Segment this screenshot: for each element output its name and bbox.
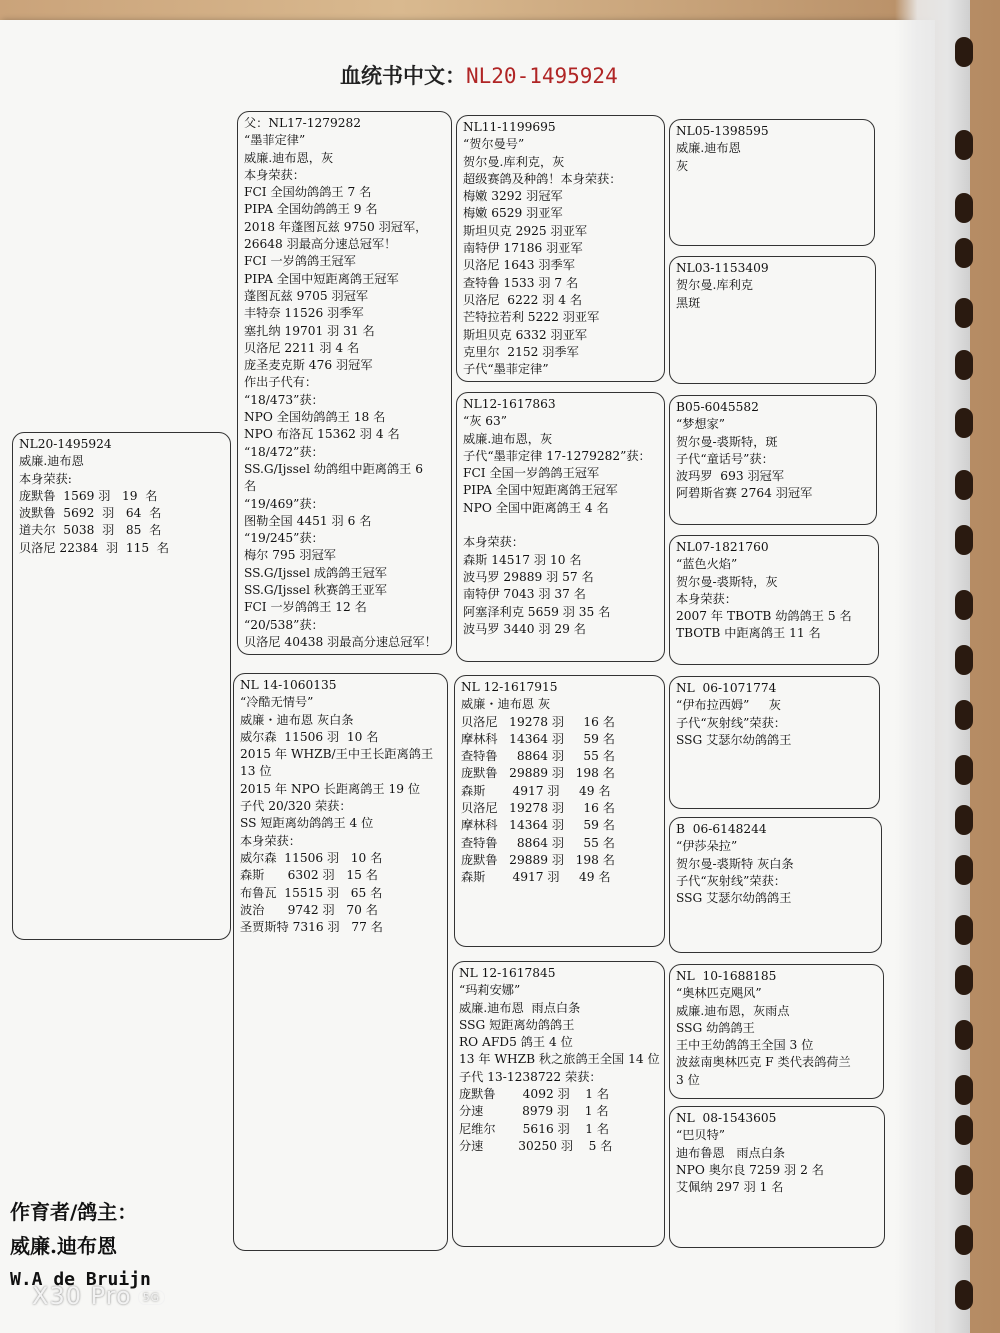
pedigree-line: “灰 63” <box>463 414 508 429</box>
pedigree-line: 圣贾斯特 7316 羽 77 名 <box>240 920 383 935</box>
binder-hole <box>955 1075 973 1105</box>
pedigree-line: 威尔森 11506 羽 10 名 <box>240 729 379 744</box>
pedigree-line: 尼维尔 5616 羽 1 名 <box>459 1121 610 1136</box>
pedigree-line: 3 位 <box>676 1072 700 1087</box>
pedigree-line: 灰 <box>676 158 689 173</box>
ds-sire-box <box>669 676 880 809</box>
binder-hole <box>955 855 973 885</box>
pedigree-line: 26648 羽最高分速总冠军！ <box>244 237 397 252</box>
pedigree-line: SSG 艾瑟尔幼鸽鸽王 <box>676 891 792 906</box>
pedigree-line: 梅嫩 6529 羽亚军 <box>463 206 563 221</box>
pedigree-line: SSG 幼鸽鸽王 <box>676 1020 755 1035</box>
binder-hole <box>955 915 973 945</box>
pedigree-line: 森斯 6302 羽 15 名 <box>240 868 378 883</box>
binder-hole <box>955 525 973 555</box>
pedigree-line: 波默鲁 5692 羽 64 名 <box>19 506 162 521</box>
pedigree-line: NL07-1821760 <box>676 540 769 554</box>
pedigree-line: 父：NL17-1279282 <box>244 116 362 130</box>
pedigree-line: 2018 年蓬图瓦兹 9750 羽冠军， <box>244 219 428 234</box>
pedigree-line: 贝洛尼 40438 羽最高分速总冠军！ <box>244 634 437 649</box>
binder-hole <box>955 37 973 67</box>
pedigree-line: 贝洛尼 6222 羽 4 名 <box>463 292 583 307</box>
pedigree-line: 威廉・迪布恩 灰 <box>461 697 551 712</box>
pedigree-line: 超级赛鸽及种鸽！本身荣获： <box>463 171 622 186</box>
binder-hole <box>955 590 973 620</box>
pedigree-line: 贝洛尼 19278 羽 16 名 <box>461 714 615 729</box>
sire-box <box>237 111 452 655</box>
pedigree-line: 图勒全国 4451 羽 6 名 <box>244 513 372 528</box>
pedigree-line: 庞默鲁 4092 羽 1 名 <box>459 1087 610 1102</box>
pedigree-line: “蓝色火焰” <box>676 557 738 572</box>
binder-hole <box>955 755 973 785</box>
pedigree-line: 子代 20/320 荣获： <box>240 799 352 814</box>
pedigree-line: NL05-1398595 <box>676 124 769 138</box>
pedigree-line: 本身荣获： <box>676 591 737 606</box>
ss-dam-box <box>669 256 876 384</box>
pedigree-line: NL 10-1688185 <box>676 969 777 983</box>
dam-sire-box <box>454 675 665 947</box>
pedigree-line: SSG 短距离幼鸽鸽王 <box>459 1017 575 1032</box>
pedigree-line: 贝洛尼 22384 羽 115 名 <box>19 540 170 555</box>
pedigree-line: NL 12-1617845 <box>459 966 556 980</box>
network-badge: 5G <box>138 1290 166 1305</box>
pedigree-line: SSG 艾瑟尔幼鸽鸽王 <box>676 732 792 747</box>
pedigree-line: 子代“墨菲定律” <box>463 362 549 377</box>
binder-hole <box>955 193 973 223</box>
pedigree-line: “19/245”获： <box>244 531 324 546</box>
pedigree-line: 本身荣获： <box>463 535 524 550</box>
pedigree-line: NPO 全国中距离鸽王 4 名 <box>463 500 609 515</box>
pedigree-line: 梅嫩 3292 羽冠军 <box>463 189 563 204</box>
pedigree-line: 贝洛尼 2211 羽 4 名 <box>244 340 360 355</box>
binder-hole <box>955 1280 973 1310</box>
pedigree-line: 贺尔曼-裘斯特 灰白条 <box>676 856 794 871</box>
pedigree-line: FCI 一岁鸽鸽王 12 名 <box>244 600 367 615</box>
pedigree-line: “贺尔曼号” <box>463 137 525 152</box>
pedigree-line: 塞扎纳 19701 羽 31 名 <box>244 323 375 338</box>
dam-box <box>233 673 448 1251</box>
sd-dam-box <box>669 535 879 665</box>
pedigree-line: 分速 8979 羽 1 名 <box>459 1104 609 1119</box>
pedigree-line: 克里尔 2152 羽季军 <box>463 344 579 359</box>
pedigree-line: 本身荣获： <box>244 167 305 182</box>
pedigree-line: 蓬图瓦兹 9705 羽冠军 <box>244 288 369 303</box>
pedigree-line: 贺尔曼-裘斯特，灰 <box>676 574 778 589</box>
binder-hole <box>955 470 973 500</box>
pedigree-line: “奥林匹克飓风” <box>676 986 762 1001</box>
pedigree-line: 波治 9742 羽 70 名 <box>240 902 378 917</box>
dd-dam-box <box>669 1106 885 1248</box>
pedigree-line: RO AFD5 鸽王 4 位 <box>459 1035 573 1050</box>
pedigree-line: NL03-1153409 <box>676 261 769 275</box>
pedigree-line: NL12-1617863 <box>463 397 556 411</box>
binder-hole <box>955 238 973 268</box>
binder-hole <box>955 1115 973 1145</box>
dam-dam-box <box>452 961 665 1247</box>
pedigree-line: 2015 年 WHZB/王中王长距离鸽王 <box>240 747 434 762</box>
binder-hole <box>955 350 973 380</box>
pedigree-line: NL20-1495924 <box>19 437 112 451</box>
binder-hole <box>955 408 973 438</box>
pedigree-line: 南特伊 17186 羽亚军 <box>463 241 583 256</box>
pedigree-line: 阿碧斯省赛 2764 羽冠军 <box>676 486 813 501</box>
ds-dam-box <box>669 817 882 953</box>
pedigree-line: 摩林科 14364 羽 59 名 <box>461 818 615 833</box>
sd-sire-box <box>669 395 877 525</box>
binder-hole <box>955 1020 973 1050</box>
sire-sire-box <box>456 115 665 382</box>
pedigree-line: 2015 年 NPO 长距离鸽王 19 位 <box>240 781 421 796</box>
pedigree-line: B 06-6148244 <box>676 822 767 836</box>
pedigree-line: NL 06-1071774 <box>676 681 777 695</box>
pedigree-line: 威廉.迪布恩 <box>676 141 741 156</box>
subject-pigeon-box <box>12 432 231 940</box>
pedigree-line: 南特伊 7043 羽 37 名 <box>463 587 586 602</box>
pedigree-line: B05-6045582 <box>676 400 759 414</box>
pedigree-line: 艾佩纳 297 羽 1 名 <box>676 1180 784 1195</box>
pedigree-line: 威廉.迪布恩，灰 <box>244 150 334 165</box>
pedigree-line: 王中王幼鸽鸽王全国 3 位 <box>676 1038 814 1053</box>
binder-hole <box>955 298 973 328</box>
pedigree-line: 威廉.迪布恩 <box>19 454 84 469</box>
pedigree-line: NL11-1199695 <box>463 120 556 134</box>
title-label: 血统书中文： <box>340 63 466 88</box>
pedigree-line: 本身荣获: <box>19 471 72 486</box>
pedigree-line: 贝洛尼 19278 羽 16 名 <box>461 801 615 816</box>
pedigree-line: 斯坦贝克 6332 羽亚军 <box>463 327 588 342</box>
pedigree-line: “墨菲定律” <box>244 133 306 148</box>
pedigree-line: NL 14-1060135 <box>240 678 337 692</box>
pedigree-line: 波兹南奥林匹克 F 类代表鸽荷兰 <box>676 1055 851 1070</box>
pedigree-line: 庞默鲁 1569 羽 19 名 <box>19 488 158 503</box>
pedigree-line: “18/473”获： <box>244 392 324 407</box>
pedigree-line: 查特鲁 8864 羽 55 名 <box>461 835 615 850</box>
pedigree-line: 威廉・迪布恩 灰白条 <box>240 712 354 727</box>
pedigree-line: 子代“墨菲定律 17-1279282”获： <box>463 448 651 463</box>
pedigree-line: 梅尔 795 羽冠军 <box>244 548 336 563</box>
pedigree-line: 丰特奈 11526 羽季军 <box>244 306 364 321</box>
camera-model: X30 Pro <box>32 1282 132 1310</box>
pedigree-line: NPO 奥尔良 7259 羽 2 名 <box>676 1162 824 1177</box>
title-ring-number: NL20-1495924 <box>466 64 618 88</box>
dd-sire-box <box>669 964 884 1099</box>
pedigree-line: “19/469”获： <box>244 496 324 511</box>
pedigree-line: 森斯 14517 羽 10 名 <box>463 552 582 567</box>
binder-hole <box>955 130 973 160</box>
pedigree-line: 摩林科 14364 羽 59 名 <box>461 731 615 746</box>
binder-hole <box>955 700 973 730</box>
pedigree-line: “巴贝特” <box>676 1128 726 1143</box>
pedigree-line: 庞默鲁 29889 羽 198 名 <box>461 852 615 867</box>
pedigree-line: NL 08-1543605 <box>676 1111 777 1125</box>
pedigree-line: NL 12-1617915 <box>461 680 558 694</box>
pedigree-line: “20/538”获： <box>244 617 324 632</box>
pedigree-line: SS.G/Ijssel 成鸽鸽王冠军 <box>244 565 387 580</box>
pedigree-line: “玛莉安娜” <box>459 983 521 998</box>
pedigree-line: SS.G/Ijssel 秋赛鸽王亚军 <box>244 583 387 598</box>
pedigree-line: 迪布鲁恩 雨点白条 <box>676 1145 786 1160</box>
pedigree-line: 威廉.迪布恩，灰 <box>463 431 553 446</box>
pedigree-line: 芒特拉若利 5222 羽亚军 <box>463 310 600 325</box>
pedigree-line: PIPA 全国中短距离鸽王冠军 <box>244 271 399 286</box>
pedigree-line: 查特鲁 1533 羽 7 名 <box>463 275 579 290</box>
pedigree-line: NPO 布洛瓦 15362 羽 4 名 <box>244 427 400 442</box>
pedigree-line: 波马罗 3440 羽 29 名 <box>463 621 586 636</box>
pedigree-line: 波马罗 29889 羽 57 名 <box>463 569 594 584</box>
pedigree-line: 道夫尔 5038 羽 85 名 <box>19 523 162 538</box>
binder-hole <box>955 965 973 995</box>
pedigree-line: “梦想家” <box>676 417 726 432</box>
pedigree-line: “冷酷无情号” <box>240 695 314 710</box>
pedigree-line: TBOTB 中距离鸽王 11 名 <box>676 626 821 641</box>
pedigree-line: 斯坦贝克 2925 羽亚军 <box>463 223 588 238</box>
pedigree-line: “18/472”获： <box>244 444 324 459</box>
pedigree-line: 庞圣麦克斯 476 羽冠军 <box>244 358 373 373</box>
pedigree-line: 作出子代有： <box>244 375 318 390</box>
page-title <box>340 60 618 90</box>
pedigree-line: 子代“灰射线”荣获： <box>676 873 786 888</box>
pedigree-line: SS 短距离幼鸽鸽王 4 位 <box>240 816 374 831</box>
pedigree-line: 子代 13-1238722 荣获： <box>459 1069 602 1084</box>
pedigree-line: “伊莎朵拉” <box>676 839 738 854</box>
pedigree-line: 黑斑 <box>676 295 701 310</box>
pedigree-line: SS.G/Ijssel 幼鸽组中距离鸽王 6 <box>244 461 423 476</box>
breeder-label: 作育者/鸽主： <box>10 1200 138 1224</box>
pedigree-line: FCI 一岁鸽鸽王冠军 <box>244 254 356 269</box>
pedigree-line: 波玛罗 693 羽冠军 <box>676 469 785 484</box>
pedigree-line: “伊布拉西姆” 灰 <box>676 698 781 713</box>
pedigree-line: 贺尔曼-裘斯特，斑 <box>676 434 778 449</box>
breeder-name-cn: 威廉.迪布恩 <box>10 1234 117 1258</box>
pedigree-line: 本身荣获： <box>240 833 301 848</box>
pedigree-line: 贺尔曼.库利克 <box>676 278 753 293</box>
pedigree-line: 森斯 4917 羽 49 名 <box>461 783 611 798</box>
sire-dam-box <box>456 392 665 662</box>
pedigree-line: 名 <box>244 479 257 494</box>
pedigree-line: PIPA 全国幼鸽鸽王 9 名 <box>244 202 378 217</box>
pedigree-line: 13 年 WHZB 秋之旅鸽王全国 14 位 <box>459 1052 660 1067</box>
pedigree-line: 子代“童话号”获： <box>676 451 774 466</box>
pedigree-line: 贝洛尼 1643 羽季军 <box>463 258 575 273</box>
pedigree-line <box>463 517 658 534</box>
pedigree-line: 阿塞泽利克 5659 羽 35 名 <box>463 604 611 619</box>
pedigree-line: 威尔森 11506 羽 10 名 <box>240 850 383 865</box>
pedigree-line: 子代“灰射线”荣获： <box>676 715 786 730</box>
ss-sire-box <box>669 119 875 246</box>
pedigree-line: 威廉.迪布恩，灰雨点 <box>676 1003 790 1018</box>
pedigree-line: 查特鲁 8864 羽 55 名 <box>461 749 615 764</box>
breeder-name-en: W.A de Bruijn <box>10 1269 151 1290</box>
pedigree-line: 威廉.迪布恩 雨点白条 <box>459 1000 581 1015</box>
pedigree-line: 2007 年 TBOTB 幼鸽鸽王 5 名 <box>676 609 852 624</box>
pedigree-line: FCI 全国幼鸽鸽王 7 名 <box>244 185 372 200</box>
pedigree-line: 分速 30250 羽 5 名 <box>459 1138 613 1153</box>
pedigree-line: 贺尔曼.库利克，灰 <box>463 154 565 169</box>
pedigree-line: PIPA 全国中短距离鸽王冠军 <box>463 483 618 498</box>
camera-watermark <box>32 1282 165 1310</box>
pedigree-line: 布鲁瓦 15515 羽 65 名 <box>240 885 383 900</box>
pedigree-line: 13 位 <box>240 764 272 779</box>
binder-hole <box>955 645 973 675</box>
pedigree-line: FCI 全国一岁鸽鸽王冠军 <box>463 466 600 481</box>
pedigree-line: 庞默鲁 29889 羽 198 名 <box>461 766 615 781</box>
binder-hole <box>955 805 973 835</box>
binder-hole <box>955 1225 973 1255</box>
pedigree-line: NPO 全国幼鸽鸽王 18 名 <box>244 410 386 425</box>
pedigree-line: 森斯 4917 羽 49 名 <box>461 870 611 885</box>
binder-hole <box>955 1165 973 1195</box>
